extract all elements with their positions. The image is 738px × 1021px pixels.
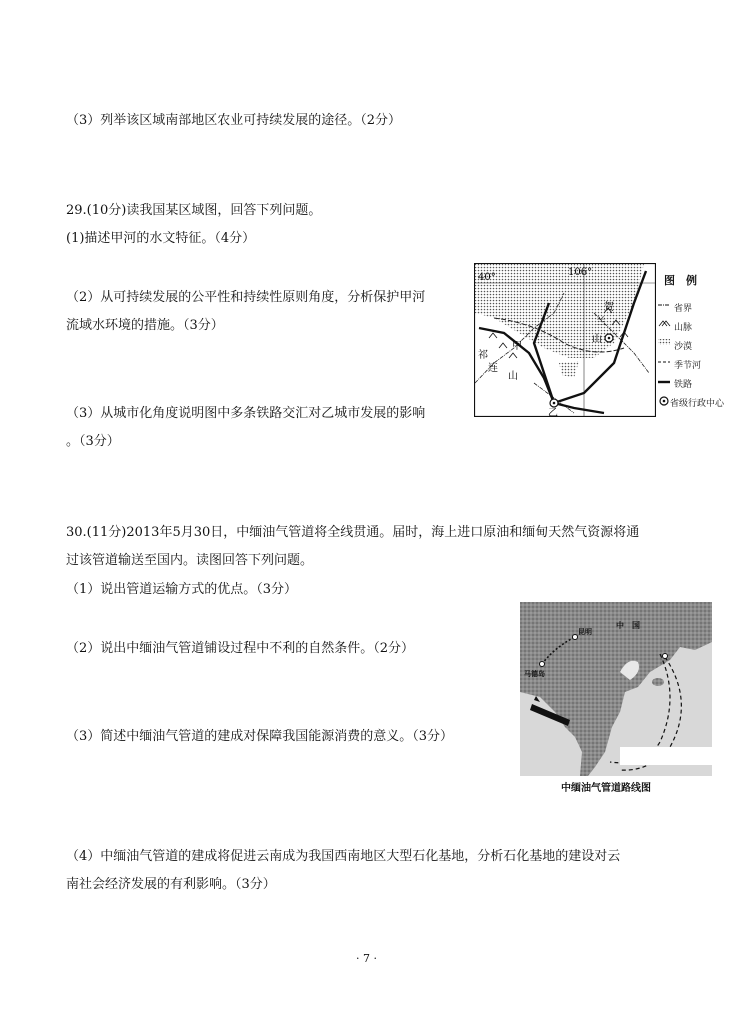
label-yi: 乙 [548,408,558,417]
lon-label: 106° [568,267,593,278]
q30-part3: （3）简述中缅油气管道的建成对保障我国能源消费的意义。（3分） [66,729,454,744]
page-number: · 7 · [356,952,377,965]
legend-capital: 省级行政中心 [670,399,725,409]
q28-part3: （3）列举该区域南部地区农业可持续发展的途径。（2分） [66,113,402,128]
legend-title: 图 例 [664,274,697,287]
marker-kunming [573,635,578,640]
q30-map-caption: 中缅油气管道路线图 [561,783,651,794]
lat-label: 40° [478,272,496,283]
marker-madeidao [540,662,545,667]
label-jia: 甲 [512,341,522,352]
label-qi: 祁 [478,350,488,361]
q30-part4-line2: 南社会经济发展的有利影响。（3分） [66,877,276,892]
q30-part1: （1）说出管道运输方式的优点。（3分） [66,582,298,597]
q29-part1: (1)描述甲河的水文特征。（4分） [66,231,256,246]
island-hainan [652,678,664,686]
legend-symbols [656,296,738,408]
label-madeidao: 马德岛 [524,670,545,678]
q29-part3-line2: 。（3分） [66,434,120,449]
q29-heading: 29.(10分)读我国某区域图，回答下列问题。 [66,203,322,218]
label-shan-helan: 山 [592,334,602,345]
label-kunming: 昆明 [578,628,592,636]
legend-desert: 沙漠 [674,342,693,352]
q30-pipeline-map [520,602,712,776]
q29-part2-line1: （2）从可持续发展的公平性和持续性原则角度，分析保护甲河 [66,290,426,305]
label-lian: 连 [488,363,498,374]
legend-railway: 铁路 [674,380,693,390]
label-he: 贺 [604,302,614,313]
q29-part2-line2: 流域水环境的措施。（3分） [66,318,224,333]
legend-mountain-symbol [659,321,670,326]
q30-heading-line2: 过该管道输送至国内。读图回答下列问题。 [66,553,314,568]
legend-boundary: 省界 [674,304,693,314]
label-lan: 兰 [596,317,606,328]
label-china: 中 国 [616,621,640,630]
q29-region-map [474,263,656,417]
blank-label-box [620,747,712,765]
legend-desert-symbol [658,339,670,345]
legend-seasonal-river: 季节河 [674,361,702,371]
legend-mountain: 山脉 [674,323,693,333]
q30-part4-line1: （4）中缅油气管道的建成将促进云南成为我国西南地区大型石化基地，分析石化基地的建设对云 [66,849,621,864]
label-shan-qilian: 山 [508,371,518,382]
q29-part3-line1: （3）从城市化角度说明图中多条铁路交汇对乙城市发展的影响 [66,406,426,421]
q30-heading-line1: 30.(11分)2013年5月30日，中缅油气管道将全线贯通。届时，海上进口原油和缅甸天然气资源将通 [66,525,640,540]
marker-coast-city [663,654,668,659]
q30-part2: （2）说出中缅油气管道铺设过程中不利的自然条件。（2分） [66,641,415,656]
